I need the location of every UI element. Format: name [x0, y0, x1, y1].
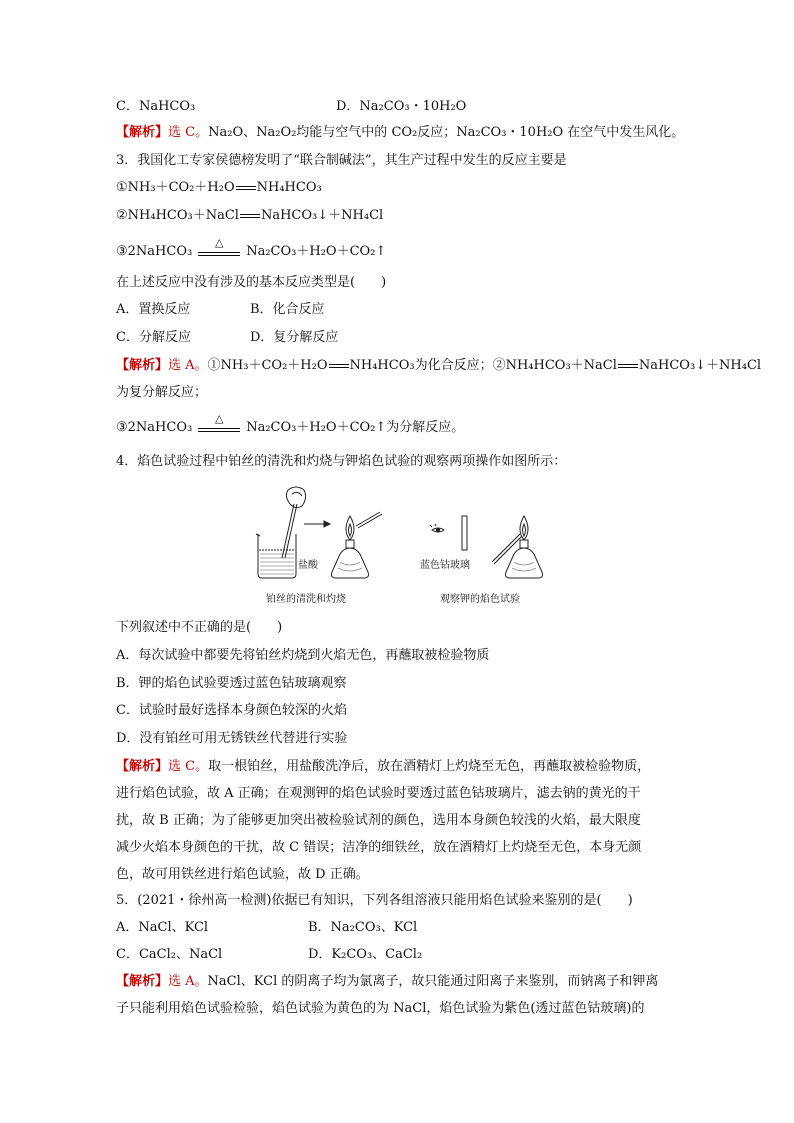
reaction-left: ②NH₄HCO₃＋NaCl [116, 208, 239, 223]
answer-text: ①NH₃＋CO₂＋H₂O [207, 358, 328, 373]
answer-text: Na₂CO₃＋H₂O＋CO₂↑为分解反应。 [246, 420, 465, 435]
reaction-left: ①NH₃＋CO₂＋H₂O [116, 180, 235, 195]
equals-sign [618, 364, 638, 368]
q5-option-a: A．NaCl、KCl [116, 920, 209, 935]
q4-answer-line-2: 进行焰色试验，故 A 正确；在观测钾的焰色试验时要透过蓝色钴玻璃片，滤去钠的黄光的干 [116, 786, 641, 801]
answer-tag: 【解析】 [116, 125, 169, 140]
equals-sign [329, 364, 349, 368]
answer-tag: 【解析】 [116, 974, 169, 989]
flame-test-figure [252, 482, 552, 610]
q3-reaction-2 [116, 206, 383, 226]
answer-text: NaHCO₃↓＋NH₄Cl [638, 358, 762, 373]
q5-stem: 5．(2021・徐州高一检测)依据已有知识，下列各组溶液只能用焰色试验来鉴别的是( ) [116, 893, 633, 908]
heat-sign: △ [214, 412, 224, 425]
q5-option-c: C．CaCl₂、NaCl [116, 947, 223, 962]
heat-sign: △ [214, 236, 224, 249]
reaction-right: Na₂CO₃＋H₂O＋CO₂↑ [246, 244, 387, 259]
reaction-right: NH₄HCO₃ [256, 180, 322, 195]
equals-sign [240, 214, 260, 218]
q2-option-c: C．NaHCO₃ [116, 99, 196, 114]
cobalt-glass-icon [462, 516, 467, 550]
q4-answer-line-4: 减少火焰本身颜色的干扰，故 C 错误；洁净的细铁丝，放在酒精灯上灼烧至无色，本身无颜 [116, 840, 642, 855]
equals-sign [236, 186, 256, 190]
reaction-left: ③2NaHCO₃ [116, 420, 193, 435]
acid-label: 盐酸 [298, 560, 318, 571]
eye-icon [430, 524, 444, 532]
arrow-icon [304, 521, 330, 527]
answer-text: NaCl、KCl 的阴离子均为氯离子，故只能通过阳离子来鉴别，而钠离子和钾离 [207, 974, 659, 989]
answer-text: NH₄HCO₃为化合反应；②NH₄HCO₃＋NaCl [349, 358, 617, 373]
reaction-right: NaHCO₃↓＋NH₄Cl [260, 208, 384, 223]
q4-stem: 4．焰色试验过程中铂丝的清洗和灼烧与钾焰色试验的观察两项操作如图所示： [116, 454, 567, 469]
cobalt-glass-label: 蓝色钴玻璃 [420, 560, 470, 571]
figure-caption-right: 观察钾的焰色试验 [440, 594, 520, 605]
answer-choice: 选 C。 [168, 125, 209, 140]
answer-text: 取一根铂丝，用盐酸洗净后，放在酒精灯上灼烧至无色，再蘸取被检验物质， [208, 759, 651, 774]
q5-answer-line-2: 子只能利用焰色试验检验，焰色试验为黄色的为 NaCl，焰色试验为紫色(透过蓝色钴玻璃)的 [116, 1001, 645, 1016]
q4-answer-line-5: 色，故可用铁丝进行焰色试验，故 D 正确。 [116, 867, 369, 882]
q3-stem: 3．我国化工专家侯德榜发明了“联合制碱法”，其生产过程中发生的反应主要是 [116, 153, 567, 168]
reaction-left: ③2NaHCO₃ [116, 244, 193, 259]
answer-tag: 【解析】 [116, 358, 169, 373]
alcohol-lamp-icon [492, 516, 543, 578]
q3-question: 在上述反应中没有涉及的基本反应类型是( ) [116, 275, 387, 290]
hand-icon [282, 487, 306, 558]
q5-option-b: B．Na₂CO₃、KCl [308, 920, 418, 935]
q3-option-d: D．复分解反应 [250, 330, 339, 345]
q5-answer-line-1 [116, 972, 658, 992]
answer-choice: 选 A。 [168, 358, 208, 373]
heat-condition [196, 236, 242, 262]
answer-choice: 选 C。 [168, 759, 209, 774]
answer-text: Na₂O、Na₂O₂均能与空气中的 CO₂反应；Na₂CO₃・10H₂O 在空气中发生风化。 [208, 125, 685, 140]
q3-reaction-1 [116, 178, 322, 198]
q3-answer-line-3 [116, 412, 465, 438]
beaker-icon [256, 534, 296, 578]
heat-condition [196, 412, 242, 438]
q4-answer-line-1 [116, 757, 650, 777]
q4-answer-line-3: 扰，故 B 正确；为了能够更加突出被检验试剂的颜色，选用本身颜色较浅的火焰，最大限度 [116, 813, 641, 828]
q3-answer-line-2: 为复分解反应； [116, 385, 208, 400]
answer-tag: 【解析】 [116, 759, 169, 774]
q3-answer-line-1 [116, 356, 761, 376]
alcohol-lamp-icon [332, 512, 383, 578]
q4-question: 下列叙述中不正确的是( ) [116, 620, 283, 635]
q5-option-d: D．K₂CO₃、CaCl₂ [308, 947, 423, 962]
q2-option-d: D．Na₂CO₃・10H₂O [336, 99, 467, 114]
figure-caption-left: 铂丝的清洗和灼烧 [266, 594, 346, 605]
q3-reaction-3 [116, 236, 387, 262]
q4-option-d: D．没有铂丝可用无锈铁丝代替进行实验 [116, 731, 348, 746]
q3-option-a: A．置换反应 [116, 302, 191, 317]
q2-answer [116, 123, 684, 143]
q4-option-a: A．每次试验中都要先将铂丝灼烧到火焰无色，再蘸取被检验物质 [116, 648, 490, 663]
q3-option-c: C．分解反应 [116, 330, 191, 345]
q3-option-b: B．化合反应 [250, 302, 325, 317]
q4-option-b: B．钾的焰色试验要透过蓝色钴玻璃观察 [116, 676, 347, 691]
q4-option-c: C．试验时最好选择本身颜色较深的火焰 [116, 703, 347, 718]
answer-choice: 选 A。 [168, 974, 208, 989]
